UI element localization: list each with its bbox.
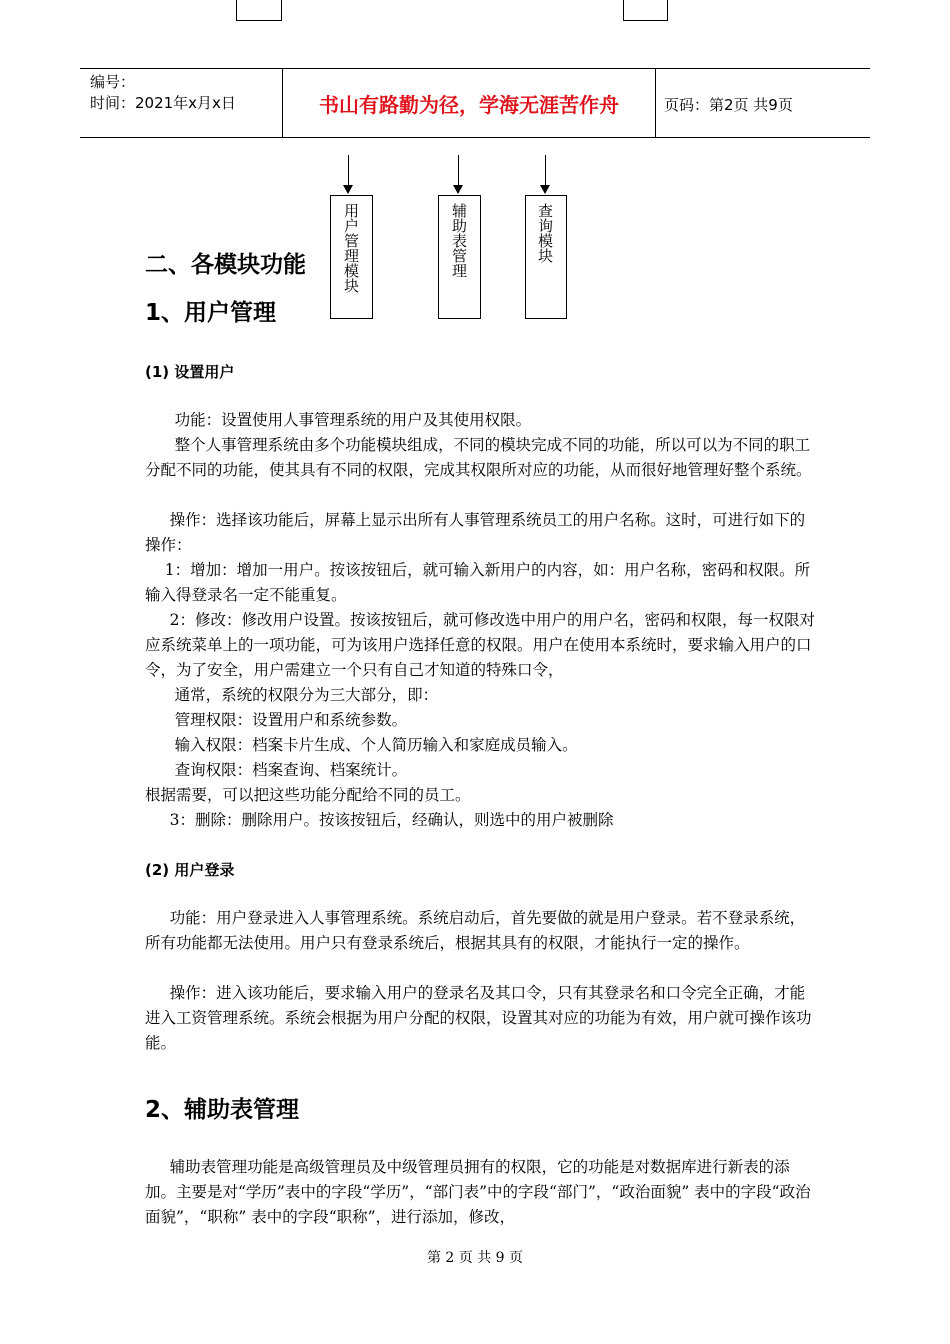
page-header	[80, 68, 870, 138]
top-box-right	[623, 0, 668, 21]
paragraph: 1：增加：增加一用户。按该按钮后，就可输入新用户的内容，如：用户名称，密码和权限。所输入得登录名一定不能重复。	[145, 561, 811, 604]
aux-heading: 2、辅助表管理	[145, 1097, 300, 1123]
connector-line	[348, 155, 349, 185]
number-label: 编号：	[90, 73, 136, 91]
paragraph: 操作：进入该功能后，要求输入用户的登录名及其口令，只有其登录名和口令完全正确，才能进入工资管理系统。系统会根据为用户分配的权限，设置其对应的功能为有效，用户就可操作该功能。	[145, 984, 812, 1052]
paragraph: 辅助表管理功能是高级管理员及中级管理员拥有的权限，它的功能是对数据库进行新表的添加。主要是对“学历”表中的字段“学历”，“部门表”中的字段“部门”，“政治面貌” 表中的字段“政治面貌”，“职称” 表中的字段“职称”，进行添加，修改，	[145, 1158, 811, 1226]
paragraph: 根据需要，可以把这些功能分配给不同的员工。	[145, 786, 471, 804]
login-heading: (2) 用户登录	[145, 861, 235, 879]
paragraph: 3：删除：删除用户。按该按钮后，经确认，则选中的用户被删除	[145, 811, 614, 829]
section-title: 二、各模块功能	[145, 252, 306, 278]
arrow-down-icon	[453, 185, 463, 194]
date-label: 时间：2021年x月x日	[90, 94, 236, 112]
header-divider	[655, 69, 656, 137]
paragraph: 查询权限：档案查询、档案统计。	[145, 761, 408, 779]
header-meta	[90, 72, 236, 114]
header-page-number: 页码：第2页 共9页	[664, 96, 793, 114]
header-motto: 书山有路勤为径，学海无涯苦作舟	[319, 93, 619, 117]
paragraph: 操作：选择该功能后，屏幕上显示出所有人事管理系统员工的用户名称。这时，可进行如下的操作：	[145, 511, 806, 554]
page-footer: 第 2 页 共 9 页	[426, 1250, 524, 1266]
paragraph: 通常，系统的权限分为三大部分，即：	[145, 686, 439, 704]
paragraph: 输入权限：档案卡片生成、个人简历输入和家庭成员输入。	[145, 736, 578, 754]
paragraph: 整个人事管理系统由多个功能模块组成，不同的模块完成不同的功能，所以可以为不同的职工分配不同的功能，使其具有不同的权限，完成其权限所对应的功能，从而很好地管理好整个系统。	[145, 436, 812, 479]
paragraph: 功能：设置使用人事管理系统的用户及其使用权限。	[145, 411, 532, 429]
set-user-heading: (1) 设置用户	[145, 363, 235, 381]
module-box-query: 查询模块	[525, 195, 567, 319]
module-box-aux: 辅助表管理	[438, 195, 481, 319]
arrow-down-icon	[343, 185, 353, 194]
user-mgmt-heading: 1、用户管理	[145, 300, 277, 326]
paragraph: 管理权限：设置用户和系统参数。	[145, 711, 408, 729]
connector-line	[458, 155, 459, 185]
connector-line	[545, 155, 546, 185]
paragraph: 功能：用户登录进入人事管理系统。系统启动后，首先要做的就是用户登录。若不登录系统，所有功能都无法使用。用户只有登录系统后，根据其具有的权限，才能执行一定的操作。	[145, 909, 806, 952]
paragraph: 2：修改：修改用户设置。按该按钮后，就可修改选中用户的用户名，密码和权限，每一权限对应系统菜单上的一项功能，可为该用户选择任意的权限。用户在使用本系统时，要求输入用户的口令，为了安全，用户需建立一个只有自己才知道的特殊口令，	[145, 611, 816, 679]
arrow-down-icon	[540, 185, 550, 194]
module-box-user: 用户管理模块	[330, 195, 373, 319]
top-box-left	[236, 0, 282, 21]
